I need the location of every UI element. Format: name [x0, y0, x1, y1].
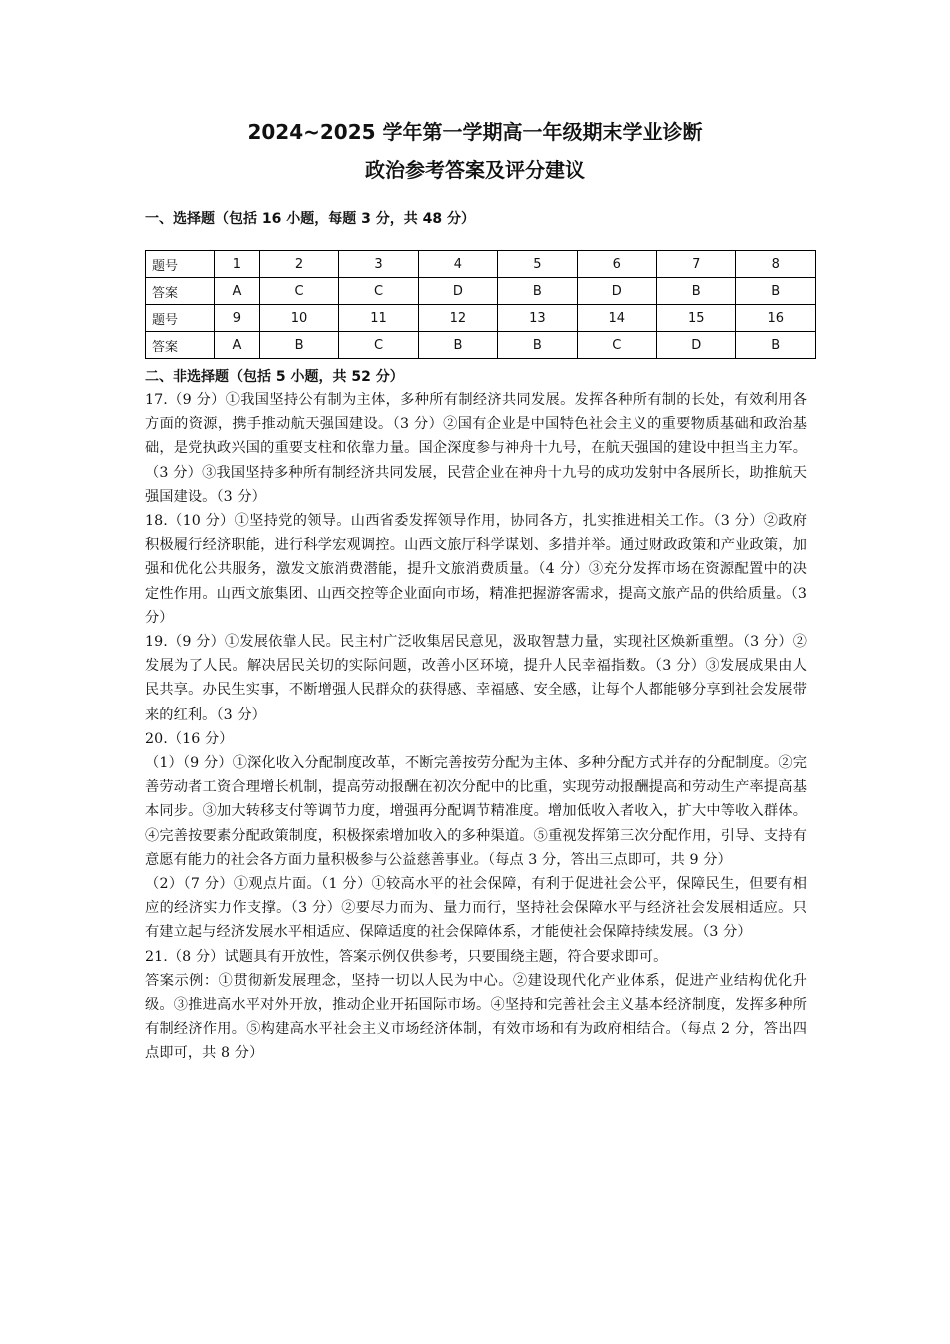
- table-cell: 5: [498, 251, 577, 278]
- table-cell: A: [215, 278, 260, 305]
- table-cell: 题号: [146, 251, 215, 278]
- table-cell: 答案: [146, 332, 215, 359]
- table-cell: B: [418, 332, 497, 359]
- table-cell: B: [498, 332, 577, 359]
- table-cell: B: [736, 278, 816, 305]
- answer-table: [145, 250, 816, 359]
- section-open-questions-heading: 二、非选择题（包括 5 小题，共 52 分）: [145, 369, 404, 385]
- table-cell: 题号: [146, 305, 215, 332]
- answer-paragraph-q20-part2: （2）（7 分）①观点片面。（1 分）①较高水平的社会保障，有利于促进社会公平，保障民生，但要有相应的经济实力作支撑。（3 分）②要尽力而为、量力而行，坚持社会保障水平与经济社会发展相适应。只有建立起与经济发展水平相适应、保障适度的社会保障体系，才能使社会保障持续发展。（3 分）: [145, 876, 807, 941]
- table-cell: D: [418, 278, 497, 305]
- table-cell: 1: [215, 251, 260, 278]
- answer-body: [145, 388, 807, 1066]
- table-cell: 答案: [146, 278, 215, 305]
- table-cell: C: [339, 332, 418, 359]
- table-cell: 3: [339, 251, 418, 278]
- table-cell: 4: [418, 251, 497, 278]
- table-cell: 6: [577, 251, 656, 278]
- table-cell: 7: [657, 251, 736, 278]
- answer-paragraph-q17: 17.（9 分）①我国坚持公有制为主体，多种所有制经济共同发展。发挥各种所有制的长处，有效利用各方面的资源，携手推动航天强国建设。（3 分）②国有企业是中国特色社会主义的重要物质基础和政治基础，是党执政兴国的重要支柱和依靠力量。国企深度参与神舟十九号，在航天强国的建设中担当主力军。（3 分）③我国坚持多种所有制经济共同发展，民营企业在神舟十九号的成功发射中各展所长，助推航天强国建设。（3 分）: [145, 392, 807, 505]
- table-cell: 10: [259, 305, 338, 332]
- table-cell: A: [215, 332, 260, 359]
- document-title: 2024~2025 学年第一学期高一年级期末学业诊断: [247, 120, 703, 144]
- answer-paragraph-q20: 20.（16 分）: [145, 730, 234, 747]
- table-row: [146, 305, 816, 332]
- answer-paragraph-q20-part1: （1）（9 分）①深化收入分配制度改革，不断完善按劳分配为主体、多种分配方式并存的分配制度。②完善劳动者工资合理增长机制，提高劳动报酬在初次分配中的比重，实现劳动报酬提高和劳动生产率提高基本同步。③加大转移支付等调节力度，增强再分配调节精准度。增加低收入者收入，扩大中等收入群体。④完善按要素分配政策制度，积极探索增加收入的多种渠道。⑤重视发挥第三次分配作用，引导、支持有意愿有能力的社会各方面力量积极参与公益慈善事业。（每点 3 分，答出三点即可，共 9 分）: [145, 755, 807, 868]
- table-cell: 8: [736, 251, 816, 278]
- table-cell: 14: [577, 305, 656, 332]
- table-cell: 15: [657, 305, 736, 332]
- table-cell: C: [259, 278, 338, 305]
- table-cell: 11: [339, 305, 418, 332]
- answer-paragraph-q21: 21.（8 分）试题具有开放性，答案示例仅供参考，只要围绕主题，符合要求即可。: [145, 948, 668, 965]
- table-cell: B: [259, 332, 338, 359]
- section-multiple-choice-heading: 一、选择题（包括 16 小题，每题 3 分，共 48 分）: [145, 211, 475, 227]
- table-cell: B: [736, 332, 816, 359]
- table-cell: 2: [259, 251, 338, 278]
- table-cell: 12: [418, 305, 497, 332]
- table-cell: C: [577, 332, 656, 359]
- table-row: [146, 278, 816, 305]
- table-cell: 9: [215, 305, 260, 332]
- answer-paragraph-q18: 18.（10 分）①坚持党的领导。山西省委发挥领导作用，协同各方，扎实推进相关工作。（3 分）②政府积极履行经济职能，进行科学宏观调控。山西文旅厅科学谋划、多措并举。通过财政政策和产业政策，加强和优化公共服务，激发文旅消费潜能，提升文旅消费质量。（4 分）③充分发挥市场在资源配置中的决定性作用。山西文旅集团、山西交控等企业面向市场，精准把握游客需求，提高文旅产品的供给质量。（3 分）: [145, 513, 807, 626]
- table-cell: C: [339, 278, 418, 305]
- table-cell: B: [498, 278, 577, 305]
- document-subtitle: 政治参考答案及评分建议: [365, 158, 585, 182]
- answer-paragraph-q19: 19.（9 分）①发展依靠人民。民主村广泛收集居民意见，汲取智慧力量，实现社区焕新重塑。（3 分）②发展为了人民。解决居民关切的实际问题，改善小区环境，提升人民幸福指数。（3 分）③发展成果由人民共享。办民生实事，不断增强人民群众的获得感、幸福感、安全感，让每个人都能够分享到社会发展带来的红利。（3 分）: [145, 634, 807, 723]
- table-row: [146, 251, 816, 278]
- table-row: [146, 332, 816, 359]
- table-cell: 16: [736, 305, 816, 332]
- table-cell: B: [657, 278, 736, 305]
- table-cell: D: [577, 278, 656, 305]
- answer-paragraph-q21-example: 答案示例：①贯彻新发展理念，坚持一切以人民为中心。②建设现代化产业体系，促进产业结构优化升级。③推进高水平对外开放，推动企业开拓国际市场。④坚持和完善社会主义基本经济制度，发挥多种所有制经济作用。⑤构建高水平社会主义市场经济体制，有效市场和有为政府相结合。（每点 2 分，答出四点即可，共 8 分）: [145, 972, 807, 1062]
- table-cell: 13: [498, 305, 577, 332]
- table-cell: D: [657, 332, 736, 359]
